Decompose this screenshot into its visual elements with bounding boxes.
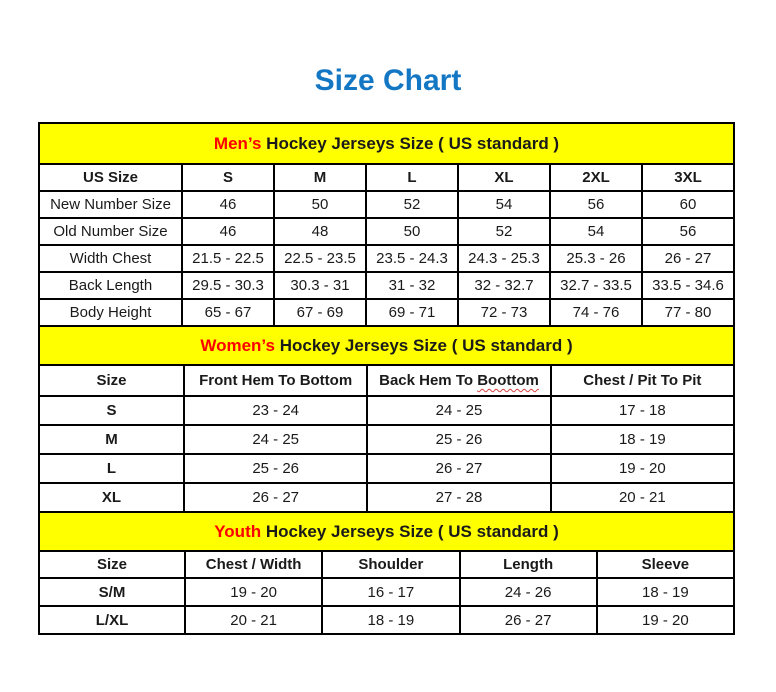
mens-table-row: [39, 272, 734, 299]
mens-section-band: [39, 123, 734, 164]
mens-cell: 69 - 71: [366, 299, 458, 326]
youth-row-label: S/M: [39, 578, 185, 606]
mens-row-label: Old Number Size: [39, 218, 182, 245]
youth-cell: 18 - 19: [322, 606, 459, 634]
mens-col-header: M: [274, 164, 366, 191]
mens-cell: 67 - 69: [274, 299, 366, 326]
mens-size-table: [38, 122, 735, 327]
youth-section-title: [39, 512, 734, 551]
womens-cell: 23 - 24: [184, 396, 367, 425]
youth-cell: 26 - 27: [460, 606, 597, 634]
mens-cell: 23.5 - 24.3: [366, 245, 458, 272]
mens-table-row: [39, 191, 734, 218]
mens-table-row: [39, 299, 734, 326]
mens-cell: 31 - 32: [366, 272, 458, 299]
womens-row-label: L: [39, 454, 184, 483]
mens-cell: 32 - 32.7: [458, 272, 550, 299]
mens-row-label: Body Height: [39, 299, 182, 326]
mens-cell: 52: [366, 191, 458, 218]
mens-cell: 50: [274, 191, 366, 218]
youth-size-table: [38, 511, 735, 635]
womens-col-header: Chest / Pit To Pit: [551, 365, 734, 396]
mens-cell: 54: [458, 191, 550, 218]
mens-col-header: 3XL: [642, 164, 734, 191]
youth-table-row: [39, 578, 734, 606]
back-hem-misspelled-word: Boottom: [477, 372, 539, 389]
mens-cell: 77 - 80: [642, 299, 734, 326]
youth-cell: 20 - 21: [185, 606, 322, 634]
youth-table-row: [39, 606, 734, 634]
womens-row-label: M: [39, 425, 184, 454]
youth-cell: 18 - 19: [597, 578, 734, 606]
mens-section-title-rest: Hockey Jerseys Size ( US standard ): [261, 133, 560, 153]
mens-header-row: [39, 164, 734, 191]
mens-col-header: US Size: [39, 164, 182, 191]
mens-cell: 54: [550, 218, 642, 245]
size-chart: [38, 122, 735, 635]
youth-cell: 19 - 20: [185, 578, 322, 606]
mens-cell: 29.5 - 30.3: [182, 272, 274, 299]
womens-cell: 20 - 21: [551, 483, 734, 512]
womens-col-header: Size: [39, 365, 184, 396]
youth-header-row: [39, 551, 734, 578]
mens-cell: 46: [182, 191, 274, 218]
womens-table-row: [39, 483, 734, 512]
mens-col-header: L: [366, 164, 458, 191]
womens-cell: 17 - 18: [551, 396, 734, 425]
youth-col-header: Sleeve: [597, 551, 734, 578]
mens-cell: 22.5 - 23.5: [274, 245, 366, 272]
mens-table-row: [39, 218, 734, 245]
womens-cell: 25 - 26: [184, 454, 367, 483]
mens-cell: 65 - 67: [182, 299, 274, 326]
womens-cell: 26 - 27: [367, 454, 550, 483]
mens-cell: 30.3 - 31: [274, 272, 366, 299]
mens-cell: 25.3 - 26: [550, 245, 642, 272]
mens-cell: 21.5 - 22.5: [182, 245, 274, 272]
youth-row-label: L/XL: [39, 606, 185, 634]
mens-cell: 33.5 - 34.6: [642, 272, 734, 299]
mens-col-header: XL: [458, 164, 550, 191]
mens-table-row: [39, 245, 734, 272]
mens-section-title: [39, 123, 734, 164]
womens-header-row: [39, 365, 734, 396]
youth-section-band: [39, 512, 734, 551]
womens-table-row: [39, 425, 734, 454]
womens-cell: 27 - 28: [367, 483, 550, 512]
youth-cell: 19 - 20: [597, 606, 734, 634]
womens-section-title-rest: Hockey Jerseys Size ( US standard ): [274, 335, 573, 355]
womens-section-title: [39, 326, 734, 365]
womens-col-header: Front Hem To Bottom: [184, 365, 367, 396]
mens-cell: 72 - 73: [458, 299, 550, 326]
womens-size-table: [38, 325, 735, 513]
mens-col-header: 2XL: [550, 164, 642, 191]
womens-cell: 19 - 20: [551, 454, 734, 483]
mens-cell: 60: [642, 191, 734, 218]
womens-col-header: [367, 365, 550, 396]
mens-cell: 24.3 - 25.3: [458, 245, 550, 272]
youth-col-header: Chest / Width: [185, 551, 322, 578]
youth-col-header: Length: [460, 551, 597, 578]
womens-cell: 25 - 26: [367, 425, 550, 454]
mens-row-label: Back Length: [39, 272, 182, 299]
womens-cell: 26 - 27: [184, 483, 367, 512]
mens-cell: 50: [366, 218, 458, 245]
womens-cell: 18 - 19: [551, 425, 734, 454]
mens-cell: 32.7 - 33.5: [550, 272, 642, 299]
womens-table-row: [39, 454, 734, 483]
womens-section-name: Women’s: [200, 335, 275, 355]
womens-row-label: XL: [39, 483, 184, 512]
page-title: Size Chart: [314, 64, 462, 97]
mens-row-label: New Number Size: [39, 191, 182, 218]
youth-section-title-rest: Hockey Jerseys Size ( US standard ): [261, 521, 559, 541]
womens-cell: 24 - 25: [367, 396, 550, 425]
womens-row-label: S: [39, 396, 184, 425]
womens-section-band: [39, 326, 734, 365]
mens-cell: 56: [642, 218, 734, 245]
mens-col-header: S: [182, 164, 274, 191]
mens-row-label: Width Chest: [39, 245, 182, 272]
youth-section-name: Youth: [214, 521, 262, 541]
youth-cell: 16 - 17: [322, 578, 459, 606]
womens-cell: 24 - 25: [184, 425, 367, 454]
youth-col-header: Size: [39, 551, 185, 578]
mens-cell: 74 - 76: [550, 299, 642, 326]
back-hem-label-prefix: Back Hem To: [379, 372, 478, 389]
mens-cell: 52: [458, 218, 550, 245]
youth-col-header: Shoulder: [322, 551, 459, 578]
womens-table-row: [39, 396, 734, 425]
mens-cell: 26 - 27: [642, 245, 734, 272]
youth-cell: 24 - 26: [460, 578, 597, 606]
mens-section-name: Men’s: [213, 133, 262, 153]
mens-cell: 56: [550, 191, 642, 218]
mens-cell: 46: [182, 218, 274, 245]
mens-cell: 48: [274, 218, 366, 245]
